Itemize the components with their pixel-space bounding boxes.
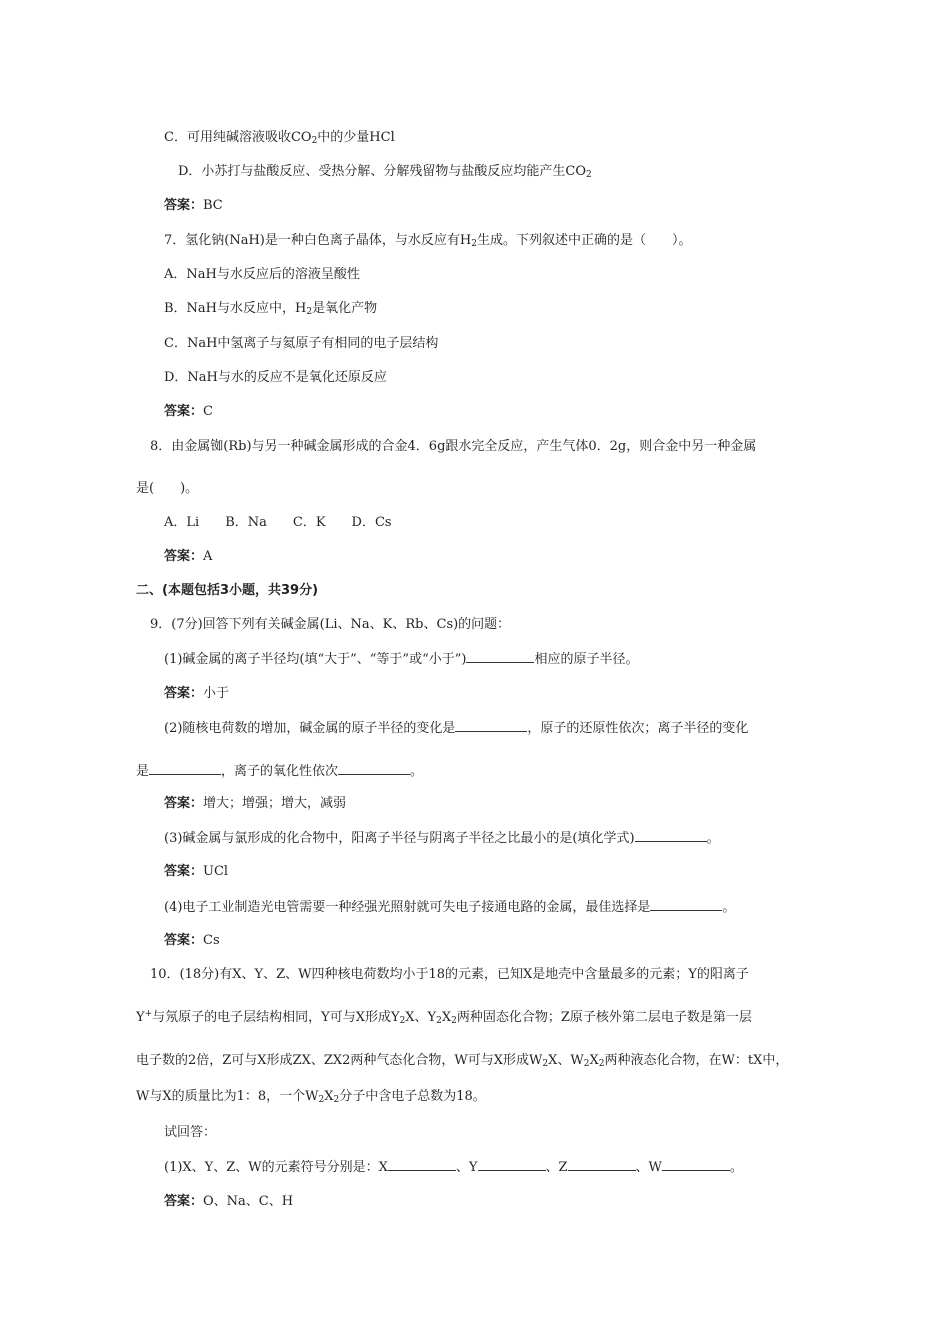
q8-stem-line2: 是( )。 [136, 481, 199, 496]
answer-label: 答案： [164, 796, 204, 811]
q9-part2-line1: (2)随核电荷数的增加，碱金属的原子半径的变化是 ，原子的还原性依次；离子半径的变化 [164, 721, 749, 736]
q9-stem: 9．(7分)回答下列有关碱金属(Li、Na、K、Rb、Cs)的问题： [150, 617, 511, 632]
q10-stem-line1: 10．(18分)有X、Y、Z、W四种核电荷数均小于18的元素，已知X是地壳中含量最多的元素；Y的阳离子 [150, 967, 749, 982]
q8-option-a: A．Li [164, 515, 200, 530]
q10-stem-line4: W与X的质量比为1：8，一个$W_2X_2$分子中含电子总数为18。 [136, 1089, 486, 1105]
q7-option-a: A．NaH与水反应后的溶液呈酸性 [164, 267, 360, 282]
q7-stem: 7．氢化钠(NaH)是一种白色离子晶体，与水反应有$H_2$生成。下列叙述中正确的是（ ）。 [164, 233, 692, 249]
answer-label: 答案： [164, 198, 204, 213]
fill-blank [478, 1158, 546, 1171]
fill-blank [662, 1158, 730, 1171]
fill-blank [650, 898, 722, 911]
q8-option-d: D．Cs [351, 515, 392, 530]
q6-option-d: D．小苏打与盐酸反应、受热分解、分解残留物与盐酸反应均能产生$CO_2$ [178, 164, 592, 180]
answer-label: 答案： [164, 404, 204, 419]
section-heading: 二、(本题包括3小题，共39分) [136, 583, 319, 598]
q9-part1: (1)碱金属的离子半径均(填“大于”、“等于”或“小于”) 相应的原子半径。 [164, 652, 639, 667]
q7-option-d: D．NaH与水的反应不是氧化还原反应 [164, 370, 387, 385]
q10-answer1: 答案：O、Na、C、H [164, 1194, 294, 1209]
fill-blank [466, 650, 534, 663]
q8-stem-line1: 8．由金属铷(Rb)与另一种碱金属形成的合金4．6g跟水完全反应，产生气体0．2g，则合金中另一种金属 [150, 439, 757, 454]
q9-answer4: 答案：Cs [164, 933, 220, 948]
q6-option-c: C．可用纯碱溶液吸收$CO_2$中的少量HCl [164, 130, 395, 146]
answer-label: 答案： [164, 686, 204, 701]
q9-part4: (4)电子工业制造光电管需要一种经强光照射就可失电子接通电路的金属，最佳选择是 。 [164, 900, 736, 915]
q10-part1: (1)X、Y、Z、W的元素符号分别是：X 、Y 、Z 、W 。 [164, 1160, 743, 1175]
answer-label: 答案： [164, 864, 204, 879]
q9-answer3: 答案：UCl [164, 864, 229, 879]
q10-stem-line3: 电子数的2倍，Z可与X形成ZX、ZX2两种气态化合物，W可与X形成$W_2X$、$W_2X_2$两种液态化合物，在W：tX中， [136, 1053, 789, 1069]
fill-blank [635, 829, 707, 842]
fill-blank [568, 1158, 636, 1171]
answer-label: 答案： [164, 549, 204, 564]
fill-blank [455, 719, 527, 732]
fill-blank [149, 762, 221, 775]
q8-option-b: B．Na [225, 515, 267, 530]
q9-answer2: 答案：增大；增强；增大，减弱 [164, 796, 347, 811]
q9-part3: (3)碱金属与氯形成的化合物中，阳离子半径与阴离子半径之比最小的是(填化学式) 。 [164, 831, 720, 846]
fill-blank [388, 1158, 456, 1171]
q9-answer1: 答案：小于 [164, 686, 230, 701]
fill-blank [338, 762, 410, 775]
q7-option-b: B．NaH与水反应中，$H_2$是氧化产物 [164, 301, 378, 317]
q7-option-c: C．NaH中氢离子与氦原子有相同的电子层结构 [164, 336, 439, 351]
answer-label: 答案： [164, 933, 204, 948]
q9-part2-line2: 是 ，离子的氧化性依次 。 [136, 764, 424, 779]
q10-stem-line2: Y+与氖原子的电子层结构相同，Y可与X形成$Y_2X$、$Y_2X_2$两种固态化合物；Z原子核外第二层电子数是第一层 [136, 1009, 752, 1026]
q8-answer: 答案：A [164, 549, 213, 564]
q8-options [164, 514, 418, 532]
q10-prompt: 试回答： [164, 1125, 217, 1140]
q7-answer: 答案：C [164, 404, 213, 419]
q8-option-c: C．K [292, 515, 326, 530]
q6-answer: 答案：BC [164, 198, 223, 213]
answer-label: 答案： [164, 1194, 204, 1209]
